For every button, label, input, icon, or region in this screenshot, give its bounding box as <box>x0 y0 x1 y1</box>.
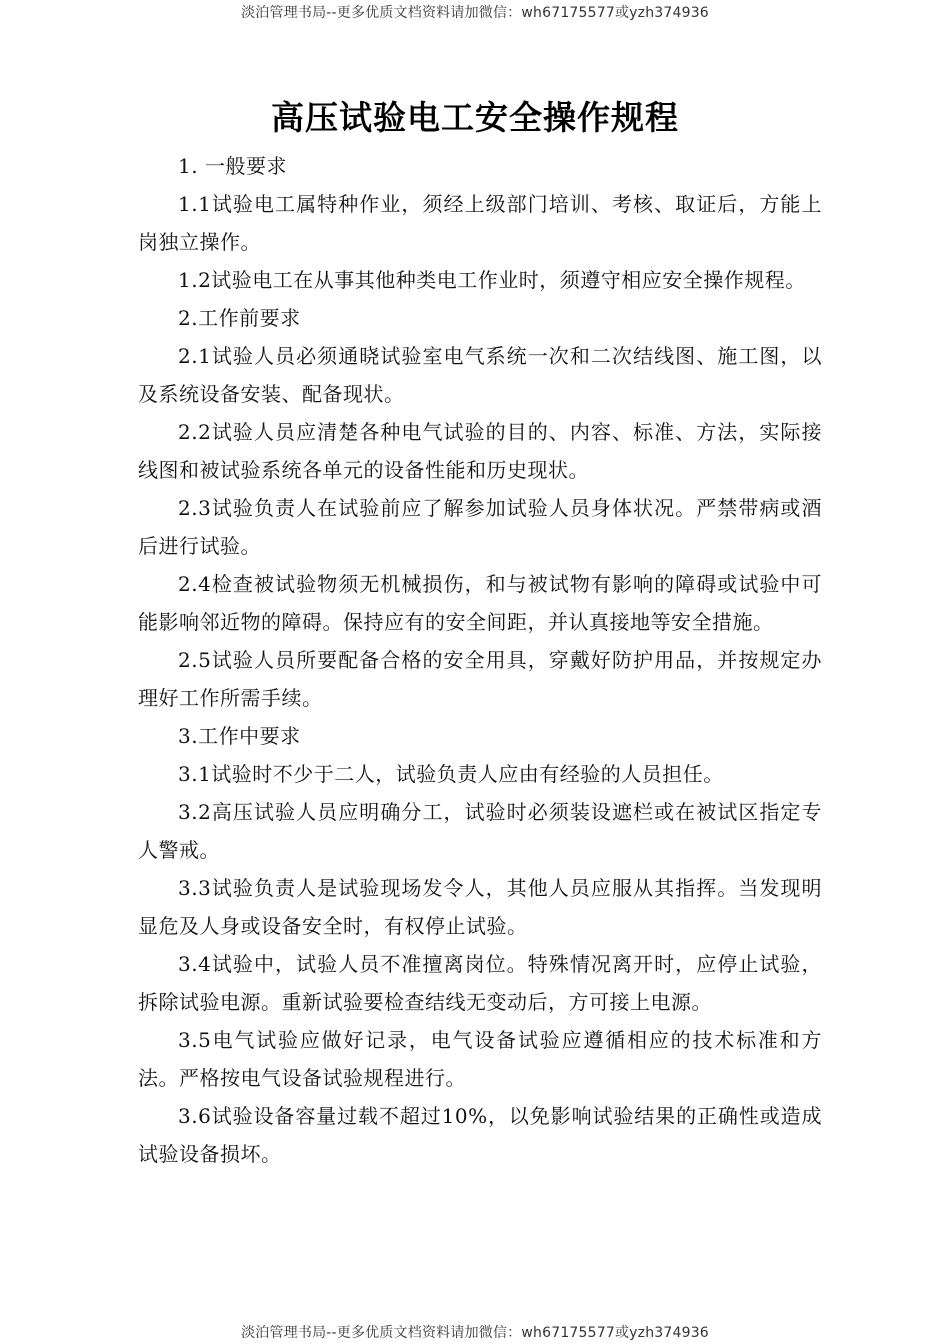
section-heading-2: 2.工作前要求 <box>178 306 301 330</box>
paragraph-2-5: 2.5试验人员所要配备合格的安全用具，穿戴好防护用品，并按规定办理好工作所需手续。 <box>138 648 822 710</box>
paragraph-3-1: 3.1试验时不少于二人，试验负责人应由有经验的人员担任。 <box>178 762 724 786</box>
header-watermark-note: 淡泊管理书局--更多优质文档资料请加微信：wh67175577或yzh374936 <box>241 5 709 21</box>
section-heading-1: 1. 一般要求 <box>178 154 287 178</box>
document-title: 高压试验电工安全操作规程 <box>271 98 679 137</box>
paragraph-1-2: 1.2试验电工在从事其他种类电工作业时，须遵守相应安全操作规程。 <box>178 268 806 292</box>
paragraph-3-5: 3.5电气试验应做好记录，电气设备试验应遵循相应的技术标准和方法。严格按电气设备试验规程进行。 <box>138 1028 822 1090</box>
paragraph-2-4: 2.4检查被试验物须无机械损伤，和与被试物有影响的障碍或试验中可能影响邻近物的障碍。保持应有的安全间距，并认真接地等安全措施。 <box>138 572 822 634</box>
paragraph-3-6: 3.6试验设备容量过载不超过10%，以免影响试验结果的正确性或造成试验设备损坏。 <box>138 1104 822 1166</box>
section-heading-3: 3.工作中要求 <box>178 724 301 748</box>
paragraph-2-3: 2.3试验负责人在试验前应了解参加试验人员身体状况。严禁带病或酒后进行试验。 <box>138 496 822 558</box>
paragraph-2-2: 2.2试验人员应清楚各种电气试验的目的、内容、标准、方法，实际接线图和被试验系统各单元的设备性能和历史现状。 <box>138 420 822 482</box>
document-body <box>138 147 822 1173</box>
paragraph-3-3: 3.3试验负责人是试验现场发令人，其他人员应服从其指挥。当发现明显危及人身或设备安全时，有权停止试验。 <box>138 876 822 938</box>
paragraph-3-4: 3.4试验中，试验人员不准擅离岗位。特殊情况离开时，应停止试验，拆除试验电源。重新试验要检查结线无变动后，方可接上电源。 <box>138 952 822 1014</box>
paragraph-2-1: 2.1试验人员必须通晓试验室电气系统一次和二次结线图、施工图，以及系统设备安装、配备现状。 <box>138 344 822 406</box>
paragraph-1-1: 1.1试验电工属特种作业，须经上级部门培训、考核、取证后，方能上岗独立操作。 <box>138 192 822 254</box>
paragraph-3-2: 3.2高压试验人员应明确分工，试验时必须装设遮栏或在被试区指定专人警戒。 <box>138 800 822 862</box>
footer-watermark-note: 淡泊管理书局--更多优质文档资料请加微信：wh67175577或yzh374936 <box>241 1325 709 1341</box>
